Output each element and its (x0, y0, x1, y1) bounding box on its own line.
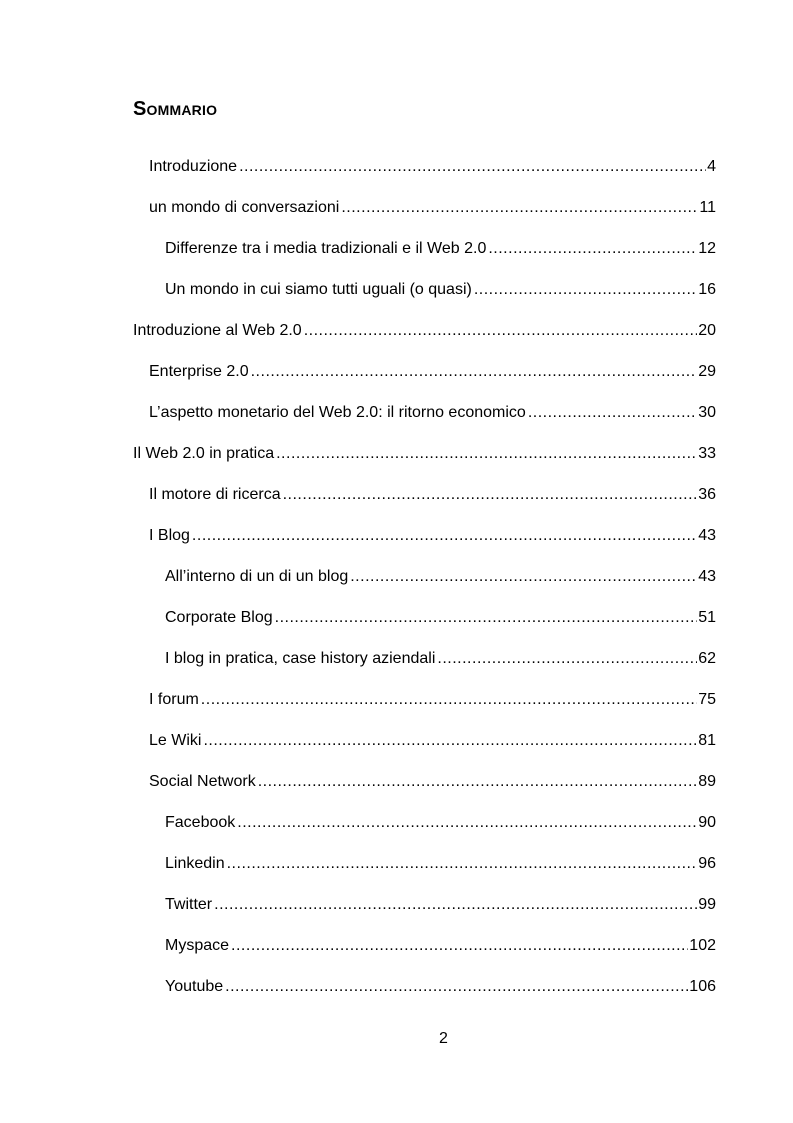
toc-entry-label: I blog in pratica, case history aziendali (165, 650, 436, 667)
dot-leader (258, 772, 698, 792)
toc-entry-label: Differenze tra i media tradizionali e il Web 2.0 (165, 240, 487, 257)
toc-entry-label: Enterprise 2.0 (149, 363, 249, 380)
toc-entry-label: Il Web 2.0 in pratica (133, 445, 275, 462)
toc-entry-page: 75 (698, 691, 716, 708)
dot-leader (283, 485, 698, 505)
toc-entry-page: 102 (689, 937, 716, 954)
toc-entry-label: L’aspetto monetario del Web 2.0: il ritorno economico (149, 404, 526, 421)
toc-entry-page: 90 (698, 814, 716, 831)
toc-entry-page: 62 (698, 650, 716, 667)
dot-leader (225, 977, 688, 997)
dot-leader (239, 157, 706, 177)
toc-entry-label: Le Wiki (149, 732, 202, 749)
dot-leader (275, 608, 698, 628)
toc-entry-label: Social Network (149, 773, 256, 790)
toc-entry-label: Twitter (165, 896, 213, 913)
dot-leader (214, 895, 697, 915)
toc-entry[interactable] (0, 801, 793, 842)
toc-entry-label: un mondo di conversazioni (149, 199, 340, 216)
dot-leader (231, 936, 688, 956)
toc-entry[interactable] (0, 637, 793, 678)
toc-entry-page: 29 (698, 363, 716, 380)
toc-entry-page: 30 (698, 404, 716, 421)
toc-entry[interactable] (0, 719, 793, 760)
dot-leader (192, 526, 697, 546)
toc-entry-label: Youtube (165, 978, 224, 995)
toc-entry[interactable] (0, 473, 793, 514)
toc-entry-label: Facebook (165, 814, 236, 831)
toc-entry-page: 89 (698, 773, 716, 790)
toc-entry-label: Linkedin (165, 855, 225, 872)
toc-entry[interactable] (0, 924, 793, 965)
toc-entry-label: I Blog (149, 527, 190, 544)
toc-entry-label: Il motore di ricerca (149, 486, 281, 503)
toc-entry-page: 106 (689, 978, 716, 995)
toc-entry-label: Introduzione (149, 158, 238, 175)
toc-entry[interactable] (0, 760, 793, 801)
toc-entry-page: 12 (698, 240, 716, 257)
toc-entry-label: I forum (149, 691, 199, 708)
toc-entry[interactable] (0, 883, 793, 924)
dot-leader (341, 198, 698, 218)
dot-leader (276, 444, 697, 464)
toc-entry-page: 96 (698, 855, 716, 872)
toc-entry[interactable] (0, 596, 793, 637)
toc-entry-page: 99 (698, 896, 716, 913)
dot-leader (203, 731, 697, 751)
toc-entry-page: 11 (699, 199, 716, 216)
toc-entry[interactable] (0, 268, 793, 309)
toc-entry-label: Corporate Blog (165, 609, 273, 626)
dot-leader (474, 280, 697, 300)
dot-leader (437, 649, 697, 669)
dot-leader (350, 567, 697, 587)
toc-entry-page: 36 (698, 486, 716, 503)
toc-entry[interactable] (0, 227, 793, 268)
toc-entry[interactable] (0, 145, 793, 186)
toc-entry[interactable] (0, 678, 793, 719)
toc-entry-page: 20 (698, 322, 716, 339)
toc-entry-page: 43 (698, 568, 716, 585)
toc-entry-page: 51 (698, 609, 716, 626)
toc-entry[interactable] (0, 555, 793, 596)
toc-entry-label: Introduzione al Web 2.0 (133, 322, 302, 339)
dot-leader (528, 403, 697, 423)
dot-leader (251, 362, 698, 382)
toc-entry-page: 4 (707, 158, 716, 175)
toc-entry[interactable] (0, 309, 793, 350)
toc-entry-label: Myspace (165, 937, 230, 954)
toc-entry[interactable] (0, 842, 793, 883)
dot-leader (488, 239, 697, 259)
toc-entry-label: All’interno di un di un blog (165, 568, 349, 585)
toc-entry[interactable] (0, 186, 793, 227)
toc-entry[interactable] (0, 432, 793, 473)
toc-entry[interactable] (0, 391, 793, 432)
dot-leader (201, 690, 697, 710)
toc-entry-page: 81 (698, 732, 716, 749)
dot-leader (237, 813, 697, 833)
toc-entry[interactable] (0, 350, 793, 391)
toc-title: Sommario (133, 98, 218, 120)
toc-entry-page: 16 (698, 281, 716, 298)
toc-entry-label: Un mondo in cui siamo tutti uguali (o quasi) (165, 281, 472, 298)
toc-entry-page: 33 (698, 445, 716, 462)
toc-entry-page: 43 (698, 527, 716, 544)
toc-entry[interactable] (0, 965, 793, 1006)
dot-leader (227, 854, 698, 874)
table-of-contents (0, 145, 793, 1006)
page-number: 2 (439, 1030, 448, 1047)
toc-entry[interactable] (0, 514, 793, 555)
dot-leader (304, 321, 698, 341)
